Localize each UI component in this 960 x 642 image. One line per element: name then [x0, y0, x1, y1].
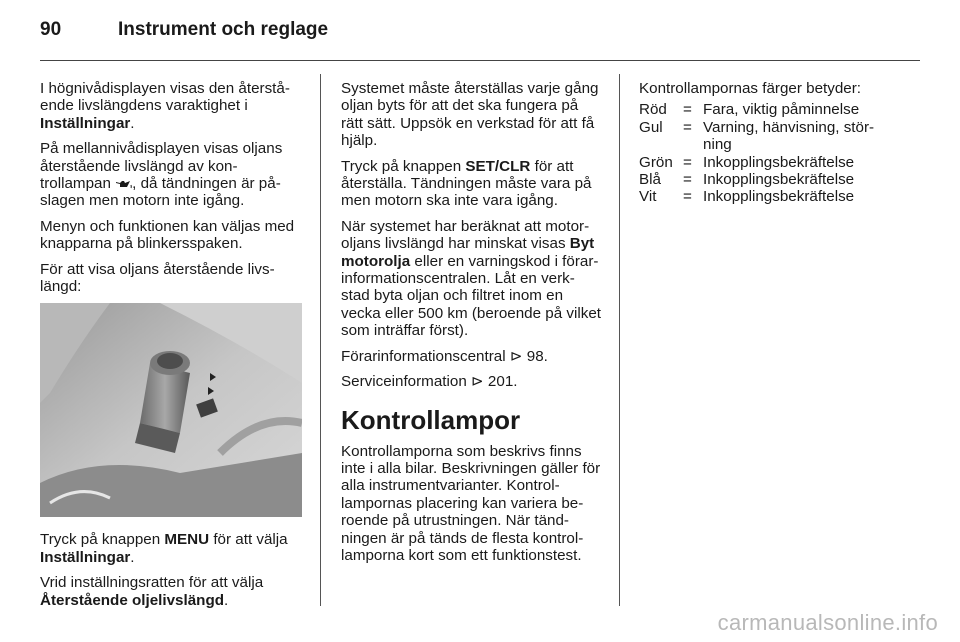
turn-signal-lever-illustration [40, 303, 302, 517]
color-meaning-list [639, 101, 921, 205]
cross-reference: Serviceinformation ⊳ 201. [341, 373, 518, 391]
column-left [40, 80, 302, 617]
oil-can-icon [115, 179, 132, 189]
page-title: Instrument och reglage [118, 19, 329, 40]
paragraph: Tryck på knappen MENU för att välja Inställningar. [40, 531, 288, 566]
paragraph: För att visa oljans återstående livs-längd: [40, 260, 275, 296]
paragraph: Kontrollampornas färger betyder: [639, 80, 862, 97]
list-item: Grön = Inkopplingsbekräftelse [639, 153, 855, 171]
paragraph: Systemet måste återställas varje gång oljan byts för att det ska fungera på rätt sätt. Uppsök en verkstad för att få hjälp. [341, 80, 599, 150]
list-item: Vit = Inkopplingsbekräftelse [639, 188, 855, 206]
paragraph: Vrid inställningsratten för att välja Återstående oljelivslängd. [40, 574, 264, 609]
list-item: Gul = Varning, hänvisning, stör-ning [639, 118, 875, 154]
paragraph: Menyn och funktionen kan väljas med knapparna på blinkersspaken. [40, 217, 295, 253]
list-item: Röd = Fara, viktig påminnelse [639, 101, 860, 119]
paragraph: Kontrollamporna som beskrivs finns inte i alla bilar. Beskrivningen gäller för alla instrumentvarianter. Kontrol-lampornas placering kan variera be-roende på utrustningen. När tänd-ningen är på tänds de flesta kontrol-lamporna kort som ett funktionstest. [341, 442, 601, 564]
paragraph: Tryck på knappen SET/CLR för att återställa. Tändningen måste vara på men motorn ska inte vara igång. [341, 157, 592, 210]
header-rule [40, 60, 920, 61]
section-heading: Kontrollampor [341, 404, 521, 435]
page-header [0, 0, 960, 60]
column-divider [619, 74, 620, 606]
page-number: 90 [40, 19, 62, 40]
cross-reference: Förarinformationscentral ⊳ 98. [341, 347, 548, 365]
paragraph: I högnivådisplayen visas den återstå-ende livslängdens varaktighet i Inställningar. [40, 80, 290, 132]
column-middle [341, 80, 603, 572]
paragraph: När systemet har beräknat att motor-oljans livslängd har minskat visas Byt motorolja eller en varningskod i förar-informationscentralen. Låt en verk-stad byta oljan och filtret inom en vecka eller 500 km (beroende på vilket som inträffar först). [341, 217, 602, 340]
column-divider [320, 74, 321, 606]
paragraph: På mellannivådisplayen visas oljans återstående livslängd av kon-trollampan , då tändningen är på-slagen men motorn inte igång. [40, 140, 283, 210]
column-right [639, 80, 921, 206]
list-item: Blå = Inkopplingsbekräftelse [639, 171, 855, 189]
watermark: carmanualsonline.info [717, 610, 938, 635]
